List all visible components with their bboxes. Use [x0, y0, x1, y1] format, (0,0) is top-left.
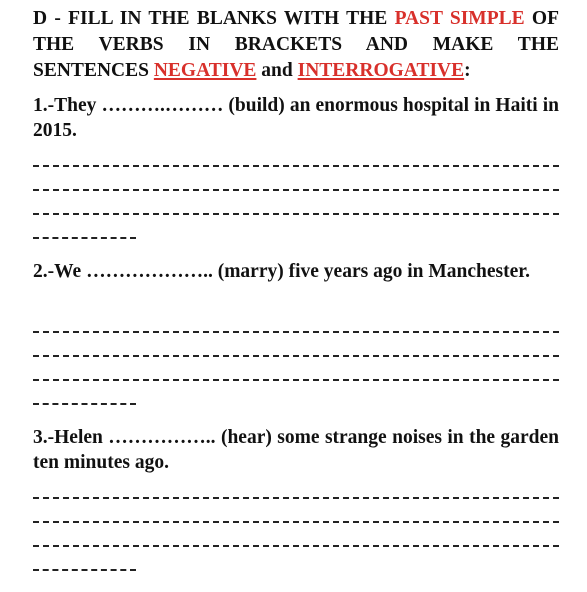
- heading-negative: NEGATIVE: [153, 60, 257, 81]
- answer-line[interactable]: [33, 189, 559, 193]
- exercise-3: [33, 425, 559, 475]
- answer-line[interactable]: [33, 497, 559, 501]
- answer-line[interactable]: [33, 165, 559, 169]
- heading-prefix: D - FILL IN THE BLANKS WITH THE: [33, 8, 395, 29]
- answer-line[interactable]: [33, 355, 559, 359]
- answer-line[interactable]: [33, 331, 559, 335]
- exercise-1: [33, 93, 559, 143]
- heading-past-simple: PAST SIMPLE: [394, 8, 525, 29]
- worksheet: [33, 6, 559, 473]
- answer-line[interactable]: [33, 545, 559, 549]
- answer-line[interactable]: [33, 569, 136, 573]
- exercise-2-sentence: 2.-We ……………….. (marry) five years ago in Manchester.: [33, 261, 530, 282]
- exercise-3-sentence: 3.-Helen …………….. (hear) some strange noises in the garden ten minutes ago.: [33, 427, 559, 473]
- answer-line[interactable]: [33, 237, 136, 241]
- heading-interrogative: INTERROGATIVE: [297, 60, 465, 81]
- answer-line[interactable]: [33, 379, 559, 383]
- exercise-2: [33, 259, 559, 284]
- answer-line[interactable]: [33, 403, 136, 407]
- answer-line[interactable]: [33, 521, 559, 525]
- exercise-1-sentence: 1.-They ……….……… (build) an enormous hospital in Haiti in 2015.: [33, 95, 559, 141]
- heading-colon: :: [464, 60, 471, 81]
- answer-line[interactable]: [33, 213, 559, 217]
- heading-mid-text: OF THE VERBS IN BRACKETS AND MAKE THE SENTENCES: [33, 8, 559, 81]
- exercise-heading: [33, 6, 559, 84]
- heading-and: and: [256, 60, 298, 81]
